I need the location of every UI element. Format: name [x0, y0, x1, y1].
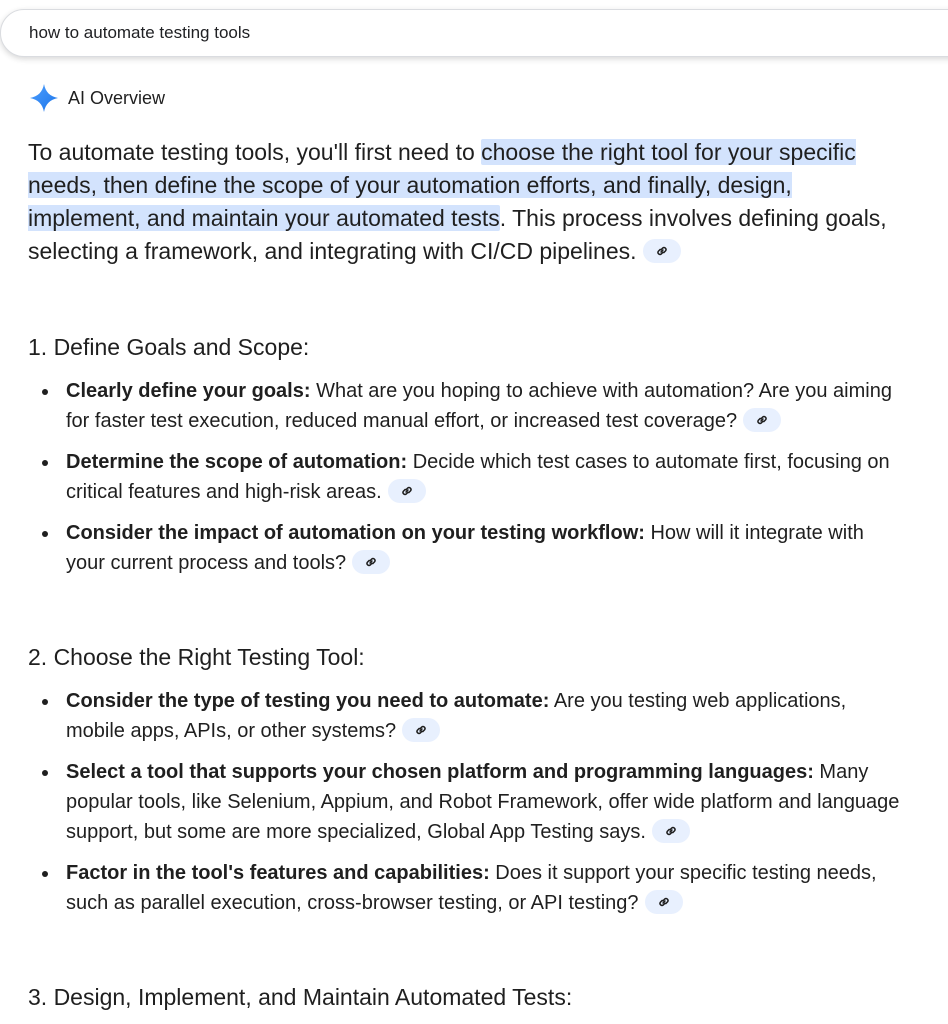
- item-bold-label: Factor in the tool's features and capabilities:: [66, 862, 490, 884]
- sparkle-icon: [28, 82, 60, 114]
- intro-highlight: choose the right tool for your specific needs, then define the scope of your automation efforts, and finally, design, implement, and maintain your automated tests: [28, 139, 856, 231]
- list-item: [28, 686, 908, 746]
- list-item: [28, 858, 908, 918]
- search-bar[interactable]: [0, 9, 948, 57]
- link-icon: [755, 413, 769, 427]
- intro-paragraph: [28, 136, 908, 268]
- item-text: Does it support your specific testing needs, such as parallel execution, cross-browser testing, or API testing?: [66, 862, 877, 914]
- link-icon: [364, 555, 378, 569]
- ai-overview-header: [28, 82, 165, 114]
- item-text: Are you testing web applications, mobile apps, APIs, or other systems?: [66, 690, 847, 742]
- section-heading: 1. Define Goals and Scope:: [28, 334, 310, 360]
- item-text: Many popular tools, like Selenium, Appium, and Robot Framework, offer wide platform and language support, but some are more specialized, Global App Testing says.: [66, 761, 900, 843]
- source-link-button[interactable]: [402, 718, 440, 742]
- link-icon: [655, 244, 669, 258]
- item-bold-label: Consider the type of testing you need to automate:: [66, 690, 550, 712]
- ai-overview-title: AI Overview: [68, 87, 166, 108]
- section-heading: 2. Choose the Right Testing Tool:: [28, 644, 365, 670]
- source-link-button[interactable]: [388, 479, 426, 503]
- section-list: [28, 376, 908, 578]
- item-text: What are you hoping to achieve with automation? Are you aiming for faster test execution, reduced manual effort, or increased test coverage?: [66, 380, 892, 432]
- source-link-button[interactable]: [652, 819, 690, 843]
- item-bold-label: Select a tool that supports your chosen platform and programming languages:: [66, 761, 814, 783]
- source-link-button[interactable]: [743, 408, 781, 432]
- intro-text: To automate testing tools, you'll first need to: [28, 139, 482, 165]
- list-item: [28, 447, 908, 507]
- item-bold-label: Clearly define your goals:: [66, 380, 311, 402]
- search-input[interactable]: [29, 10, 729, 56]
- section-list: [28, 686, 908, 918]
- link-icon: [657, 895, 671, 909]
- list-item: [28, 518, 908, 578]
- list-item: [28, 757, 908, 847]
- source-link-button[interactable]: [645, 890, 683, 914]
- item-text: How will it integrate with your current process and tools?: [66, 522, 864, 574]
- section-heading: 3. Design, Implement, and Maintain Automated Tests:: [28, 984, 573, 1010]
- ai-overview-content: [28, 136, 908, 1010]
- link-icon: [400, 484, 414, 498]
- item-bold-label: Consider the impact of automation on your testing workflow:: [66, 522, 645, 544]
- source-link-button[interactable]: [352, 550, 390, 574]
- intro-text-end: . This process involves defining goals, selecting a framework, and integrating with CI/CD pipelines.: [28, 205, 887, 264]
- link-icon: [664, 824, 678, 838]
- link-icon: [414, 723, 428, 737]
- source-link-button[interactable]: [643, 239, 681, 263]
- item-text: Decide which test cases to automate first, focusing on critical features and high-risk areas.: [66, 451, 890, 503]
- list-item: [28, 376, 908, 436]
- item-bold-label: Determine the scope of automation:: [66, 451, 408, 473]
